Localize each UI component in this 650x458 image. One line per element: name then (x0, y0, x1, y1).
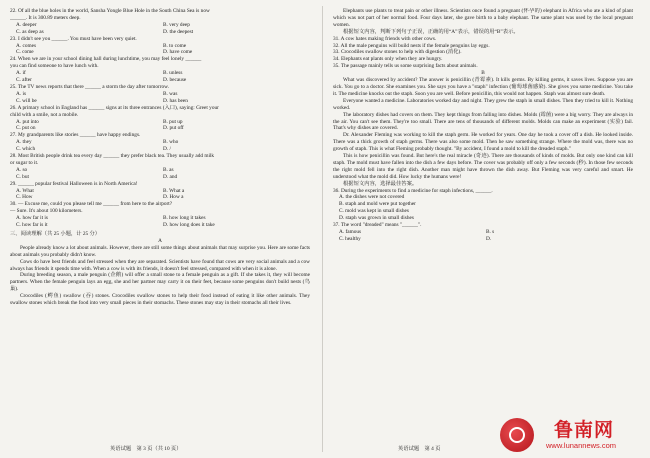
option-row (10, 43, 310, 50)
option: D. put off (163, 125, 184, 132)
paragraph: Everyone wanted a medicine. Laboratories worked day and night. They grew the staph in small dishes. Then they tried to kill it. Nothing worked. (333, 97, 633, 111)
option: B. who (163, 139, 179, 146)
option-row (10, 125, 310, 132)
option: A. how far it is (16, 215, 48, 222)
paragraph: What was discovered by accident? The answer is penicillin (青霉素). It kills germs. By killing germs, it saves lives. Suppose you are sick. You go to a doctor. She examines you. She says you have a "staph" infection (葡萄球菌感染). She gives you some medicine. You take it. The medicine knocks out the staph. Soon you are well. Before penicillin, this would not happen. Staph was almost sure death. (333, 77, 633, 97)
option-row (10, 146, 310, 153)
question-line: 27. My grandparents like stories ______ have happy endings. (10, 132, 141, 139)
option: C. healthy (339, 235, 361, 242)
option: D. and (163, 173, 178, 180)
question-line: — Sure. It's about 100 kilometers. (10, 208, 83, 215)
option-row (10, 77, 310, 84)
question-36: 36. During the experiments to find a medicine for staph infections, ______. (333, 187, 493, 194)
multiple-choice-questions (10, 8, 310, 229)
option-row (10, 139, 310, 146)
option: C. after (16, 77, 32, 84)
statement: 34. Elephants eat plants only when they are hungry. (333, 56, 443, 63)
statement: 32. All the male penguins will build nests if the female penguins lay eggs. (333, 42, 490, 49)
option-row (10, 119, 310, 126)
option: C. put on (16, 125, 36, 132)
right-page (333, 8, 633, 448)
option: B. how long it takes (163, 215, 206, 222)
option: A. is (16, 90, 27, 97)
option: B. was (163, 90, 178, 97)
question-line: 22. Of all the blue holes in the world, Sansha Yongle Blue Hole in the South China Sea is now (10, 8, 210, 14)
option: D. (486, 235, 492, 242)
passage-a (10, 245, 310, 307)
option-row (10, 215, 310, 222)
true-false-instruction: 根据短文内容，判断下列句子正误，正确的用“A”表示，错误的用“B”表示。 (343, 28, 519, 35)
question-36-options (333, 194, 633, 222)
option: B. very deep (163, 21, 190, 28)
page-divider (322, 6, 323, 452)
paragraph: The laboratory dishes had covers on them. They kept things from falling into dishes. Molds (霉菌) were a big worry. They are always in the air. You can't see them. They're too small. There are tens of thousands of different molds. Molds can make an experiment (实验) fail. That's why dishes are covered. (333, 111, 633, 132)
question-line: 30. — Excuse me, could you please tell me ______ from here to the airport? (10, 201, 173, 208)
paragraph: This is how penicillin was found. But here's the real miracle (奇迹). There are thousands of kinds of molds. But only one kind can kill staph. The mold must have fallen into the dish a few days before. The cover was probably off only a few seconds (秒). In those few seconds the right mold fell into the right dish. Another man might have thrown the dish away. But Fleming was very careful and smart. He understood what the mold did. How lucky the humans were! (333, 153, 633, 180)
passage-b (333, 77, 633, 181)
option: C. as deep as (16, 28, 44, 35)
passage-a-continued (333, 8, 633, 29)
option: B. to come (163, 42, 187, 49)
statement: 35. The passage mainly tells us some surprising facts about animals. (333, 63, 478, 70)
paragraph: Crocodiles (鳄鱼) swallow (吞) stones. Crocodiles swallow stones to help their food instead of eating it like other animals. They swallow stones which break the food into very small pieces in their stomachs. These stones may stay in their stomachs all their lives. (10, 293, 310, 307)
option: D. the deepest (163, 28, 194, 35)
paragraph: Dr. Alexander Fleming was working to kill the staph germ. He worked for years. One day he took a cover off a dish. He looked inside. There was a thick growth of staph germs. There was also some mold. Then he saw something strange. Where the mold was, there was no growth of staph. This is what Fleming probably thought. "By accident, I found a mold to kill the dreaded staph." (333, 132, 633, 153)
page-footer-left: 英语试题 第 3 页（共 10 页） (110, 446, 182, 452)
paragraph: Cows do have best friends and feel stressed when they are separated. Scientists have found that cows are very social animals and a cow always has friends it spends time with. When a cow is with its friends, it doesn't feel stressed, compared with when it is alone. (10, 258, 310, 272)
option: C. how far is it (16, 222, 48, 229)
question-line: child with a smile, not a mobile. (10, 111, 79, 118)
paragraph: Elephants use plants to treat pain or other illness. Scientists once found a pregnant (怀孕的) elephant in Africa who ate a kind of plant which was not part of her normal food. Four days later, she gave birth to a baby elephant. The same plant was used by the local pregnant women. (333, 8, 633, 28)
option: A. put into (16, 118, 39, 125)
question-line: 29. ______ popular festival Halloween is in North America! (10, 180, 138, 187)
question-37-options (333, 229, 633, 243)
option: C. which (16, 146, 36, 153)
option: A. What (16, 187, 34, 194)
option-row (10, 174, 310, 181)
option: C. but (16, 173, 29, 180)
option: D. / (163, 146, 171, 153)
option-row (10, 29, 310, 36)
option: A. the dishes were not covered (339, 194, 405, 201)
question-line: 28. Most British people drink tea every day ______ they prefer black tea. They usually add milk (10, 153, 215, 160)
option: D. has been (163, 97, 188, 104)
option: B. unless (163, 70, 183, 77)
passage-label: A (158, 237, 162, 244)
option: D. staph was grown in small dishes (339, 215, 414, 222)
true-false-statements (333, 36, 633, 71)
option: A. they (16, 139, 32, 146)
option: A. if (16, 70, 26, 77)
option-row (10, 188, 310, 195)
question-line: 25. The TV news reports that there ______ a storm the day after tomorrow. (10, 83, 169, 90)
option: D. because (163, 77, 187, 84)
option-row (10, 222, 310, 229)
option: D. have come (163, 49, 193, 56)
option: A. deeper (16, 21, 37, 28)
option: D. how long does it take (163, 222, 215, 229)
question-line: 26. A primary school in England has ______ signs at its three entrances (入口), saying: Greet your (10, 104, 219, 111)
option: B. What a (163, 187, 185, 194)
question-line: you can find someone to have lunch with. (10, 63, 99, 70)
option: C. How (16, 194, 33, 201)
statement: 33. Crocodiles swallow stones to help with digestion (消化). (333, 49, 462, 56)
option-row (10, 70, 310, 77)
question-line: 24. When we are in your school dining hall during lunchtime, you may feel lonely ______ (10, 56, 202, 63)
option: A. famous (339, 229, 362, 235)
watermark-name: 鲁南网 (554, 419, 615, 441)
paragraph: People already know a lot about animals. However, there are still some things about animals that may surprise you. Here are some facts about animals you probably didn't know. (10, 244, 310, 258)
watermark (540, 415, 648, 455)
section-heading: 三、阅读理解（共 25 小题，计 25 分） (10, 231, 101, 237)
option: A. comes (16, 42, 37, 49)
paragraph: During breeding season, a male penguin (企鹅) will offer a small stone to a female penguin as a gift. If she takes it, they will become partners. When the female penguin lays an egg, she and her partner may carry it on their feet, because some penguins don't build nests (鸟巢). (10, 272, 310, 293)
option: B. put up (163, 118, 183, 125)
passage-label: B (481, 70, 485, 77)
option: C. will be (16, 97, 37, 104)
question-line: or sugar to it. (10, 159, 39, 166)
choice-instruction: 根据短文内容，选择最佳答案。 (343, 180, 418, 187)
page-footer-right: 英语试题 第 4 页 (398, 446, 441, 452)
option: B. s (486, 229, 495, 235)
question-37: 37. The word "dreaded" means "______". (333, 222, 422, 229)
option: C. mold was kept in small dishes (339, 208, 409, 215)
option-row (10, 98, 310, 105)
left-page (10, 8, 310, 448)
option-row (10, 167, 310, 174)
option: D. How a (163, 194, 184, 201)
option: B. staph and mold were put together (339, 201, 416, 208)
question-line: 23. I didn't see you ______. You must have been very quiet. (10, 35, 137, 42)
option-row (10, 22, 310, 29)
watermark-logo-icon (500, 418, 534, 452)
question-line: ______. It is 300.89 meters deep. (10, 14, 81, 21)
option-row (10, 91, 310, 98)
option: A. so (16, 166, 28, 173)
option: B. as (163, 166, 174, 173)
option: C. come (16, 49, 34, 56)
watermark-url: www.lunannews.com (546, 441, 617, 450)
statement: 31. A cow hates making friends with other cows. (333, 35, 437, 42)
